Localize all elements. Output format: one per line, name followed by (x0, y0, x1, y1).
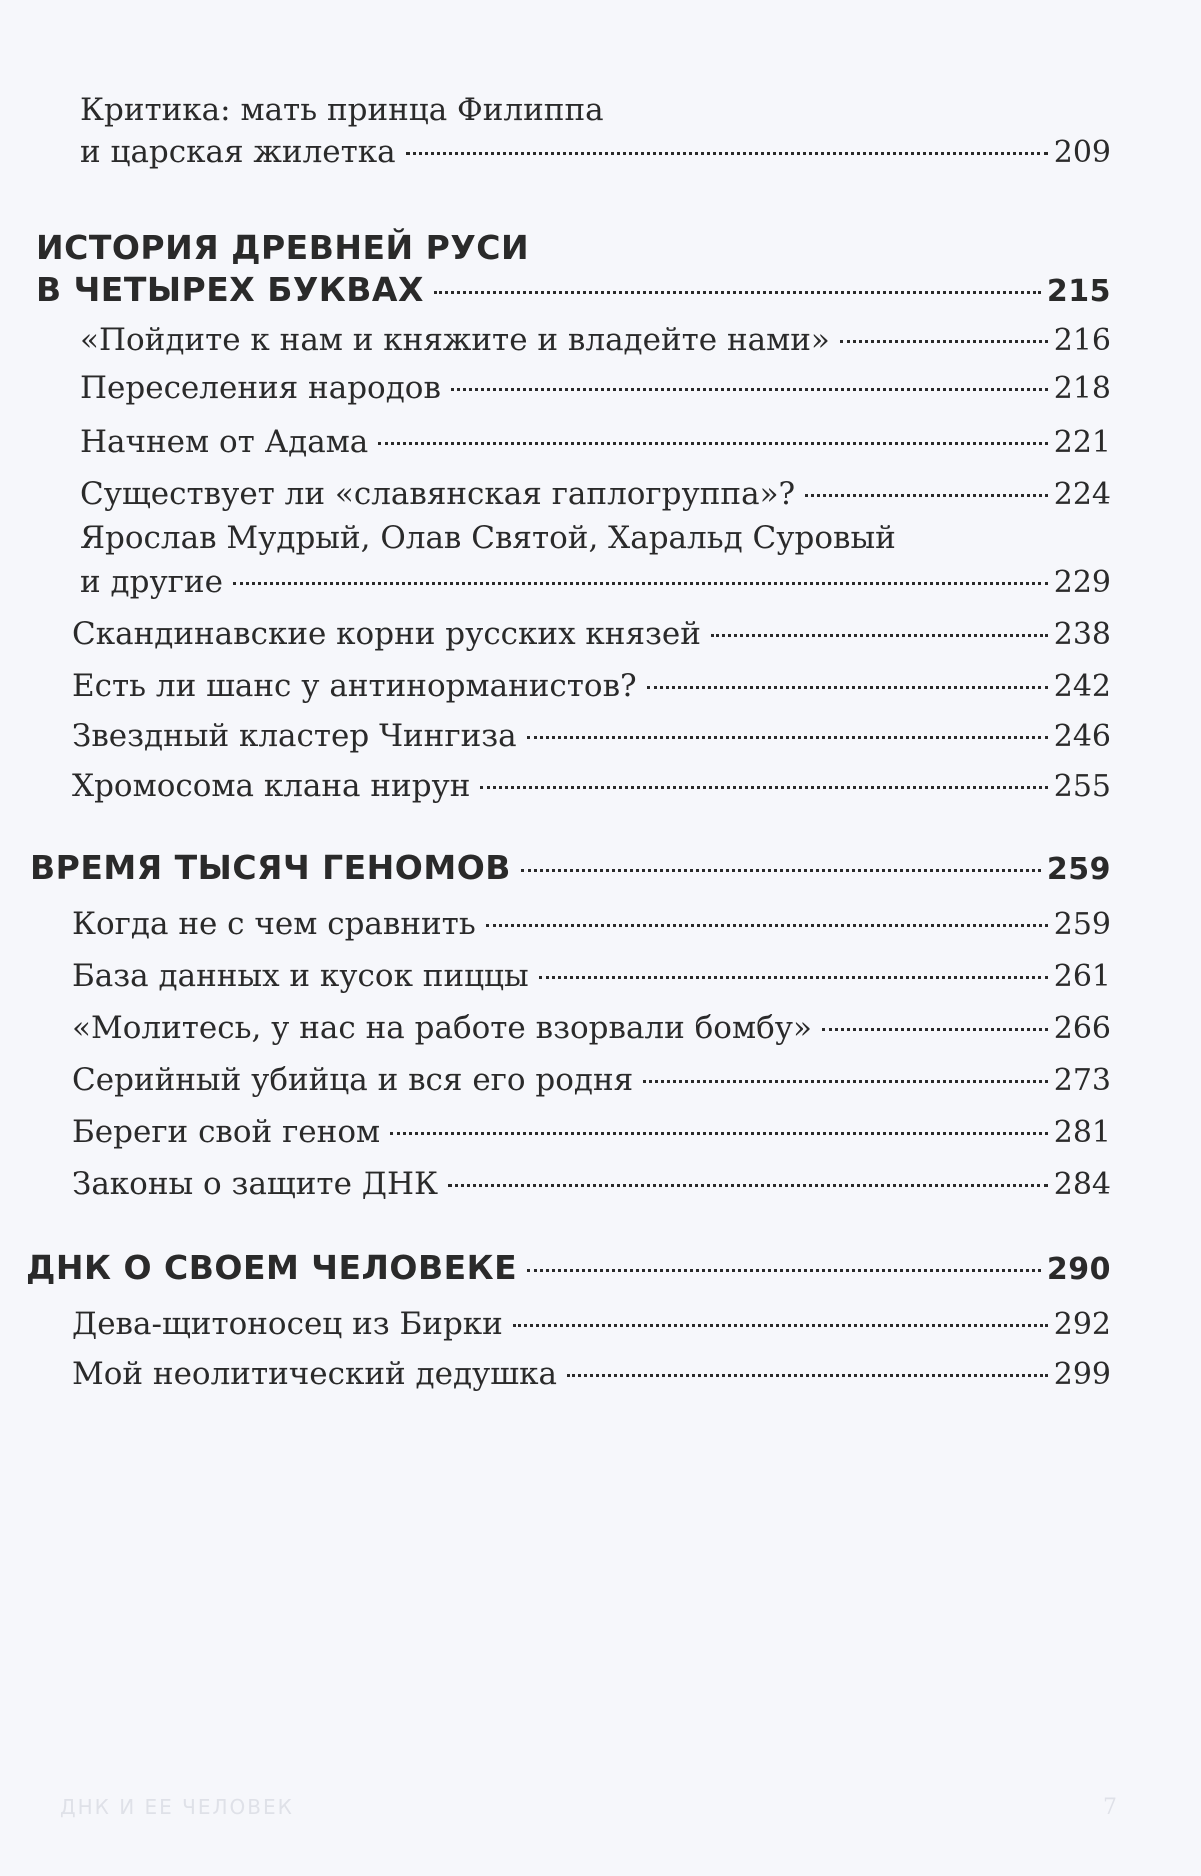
dot-leader (805, 494, 1048, 497)
toc-entry-title: Хромосома клана нирун (72, 768, 471, 804)
toc-entry[interactable] (72, 760, 1111, 813)
dot-leader (451, 388, 1048, 391)
toc-entry-title: Мой неолитический дедушка (72, 1356, 557, 1392)
dot-leader (527, 1269, 1041, 1272)
toc-page-number: 209 (1053, 135, 1111, 170)
toc-entry[interactable] (72, 898, 1111, 951)
toc-page-number: 255 (1053, 769, 1111, 804)
toc-page-number: 259 (1053, 907, 1111, 942)
toc-page-number: 299 (1053, 1357, 1111, 1392)
toc-page-number: 261 (1053, 959, 1111, 994)
toc-entry-title-line: Критика: мать принца Филиппа (80, 92, 604, 128)
toc-entry-title: и другие (80, 564, 223, 600)
toc-entry-title: «Молитесь, у нас на работе взорвали бомбу» (72, 1010, 812, 1046)
toc-page-number: 266 (1053, 1011, 1111, 1046)
toc-page-number: 259 (1046, 852, 1111, 887)
toc-entry[interactable] (72, 1002, 1111, 1055)
toc-entry-title: Береги свой геном (72, 1114, 381, 1150)
dot-leader (527, 736, 1048, 739)
running-footer-title: ДНК И ЕЕ ЧЕЛОВЕК (60, 1795, 294, 1819)
toc-entry-title: Есть ли шанс у антинорманистов? (72, 668, 637, 704)
toc-page-number: 216 (1053, 323, 1111, 358)
toc-entry[interactable] (72, 608, 1111, 661)
toc-page-number: 229 (1053, 565, 1111, 600)
toc-entry[interactable] (72, 1158, 1111, 1211)
dot-leader (539, 976, 1048, 979)
toc-entry[interactable] (72, 1054, 1111, 1107)
dot-leader (643, 1080, 1047, 1083)
dot-leader (448, 1184, 1048, 1187)
toc-page-number: 246 (1053, 719, 1111, 754)
toc-page-number: 290 (1046, 1252, 1111, 1287)
dot-leader (822, 1028, 1048, 1031)
toc-chapter-entry[interactable] (30, 842, 1111, 896)
dot-leader (521, 869, 1041, 872)
toc-entry-title: Переселения народов (80, 370, 441, 406)
toc-entry[interactable] (80, 314, 1111, 367)
chapter-title: В ЧЕТЫРЕХ БУКВАХ (36, 270, 424, 309)
toc-entry-title: База данных и кусок пиццы (72, 958, 529, 994)
toc-entry[interactable] (80, 362, 1111, 415)
dot-leader (567, 1374, 1048, 1377)
toc-entry[interactable] (72, 1106, 1111, 1159)
toc-entry-title: Звездный кластер Чингиза (72, 718, 517, 754)
toc-page-number: 292 (1053, 1307, 1111, 1342)
toc-page-number: 221 (1053, 425, 1111, 460)
dot-leader (390, 1132, 1048, 1135)
toc-entry[interactable] (72, 1298, 1111, 1351)
toc-entry-title: Законы о защите ДНК (72, 1166, 438, 1202)
toc-entry[interactable] (72, 950, 1111, 1003)
dot-leader (406, 152, 1048, 155)
toc-entry[interactable] (80, 556, 1111, 609)
toc-entry-title-line: Ярослав Мудрый, Олав Святой, Харальд Суровый (80, 520, 896, 556)
chapter-title-line: ИСТОРИЯ ДРЕВНЕЙ РУСИ (36, 228, 530, 267)
toc-chapter-entry[interactable] (36, 264, 1111, 318)
dot-leader (711, 634, 1048, 637)
toc-entry[interactable] (80, 126, 1111, 179)
dot-leader (233, 582, 1048, 585)
toc-entry[interactable] (80, 416, 1111, 469)
toc-page-number: 224 (1053, 477, 1111, 512)
chapter-title: ДНК О СВОЕМ ЧЕЛОВЕКЕ (26, 1248, 518, 1287)
toc-entry[interactable] (72, 710, 1111, 763)
toc-entry[interactable] (72, 660, 1111, 713)
dot-leader (647, 686, 1048, 689)
toc-entry-title: «Пойдите к нам и княжите и владейте нами» (80, 322, 830, 358)
toc-page-number: 284 (1053, 1167, 1111, 1202)
toc-entry[interactable] (72, 1348, 1111, 1401)
toc-entry-title: и царская жилетка (80, 134, 396, 170)
dot-leader (434, 291, 1041, 294)
toc-entry-title: Когда не с чем сравнить (72, 906, 476, 942)
chapter-title: ВРЕМЯ ТЫСЯЧ ГЕНОМОВ (30, 848, 511, 887)
dot-leader (480, 786, 1047, 789)
dot-leader (378, 442, 1047, 445)
toc-entry-title: Скандинавские корни русских князей (72, 616, 701, 652)
toc-entry-title: Дева-щитоносец из Бирки (72, 1306, 503, 1342)
footer-page-number: 7 (1103, 1795, 1117, 1820)
toc-page-number: 242 (1053, 669, 1111, 704)
toc-page-number: 218 (1053, 371, 1111, 406)
toc-page-number: 273 (1053, 1063, 1111, 1098)
toc-chapter-entry[interactable] (26, 1242, 1111, 1296)
toc-page-number: 215 (1046, 274, 1111, 309)
toc-entry-title: Существует ли «славянская гаплогруппа»? (80, 476, 796, 512)
toc-entry-title: Серийный убийца и вся его родня (72, 1062, 634, 1098)
toc-page-number: 281 (1053, 1115, 1111, 1150)
dot-leader (513, 1324, 1048, 1327)
toc-entry-title: Начнем от Адама (80, 424, 369, 460)
dot-leader (486, 924, 1048, 927)
dot-leader (840, 340, 1048, 343)
toc-page-number: 238 (1053, 617, 1111, 652)
